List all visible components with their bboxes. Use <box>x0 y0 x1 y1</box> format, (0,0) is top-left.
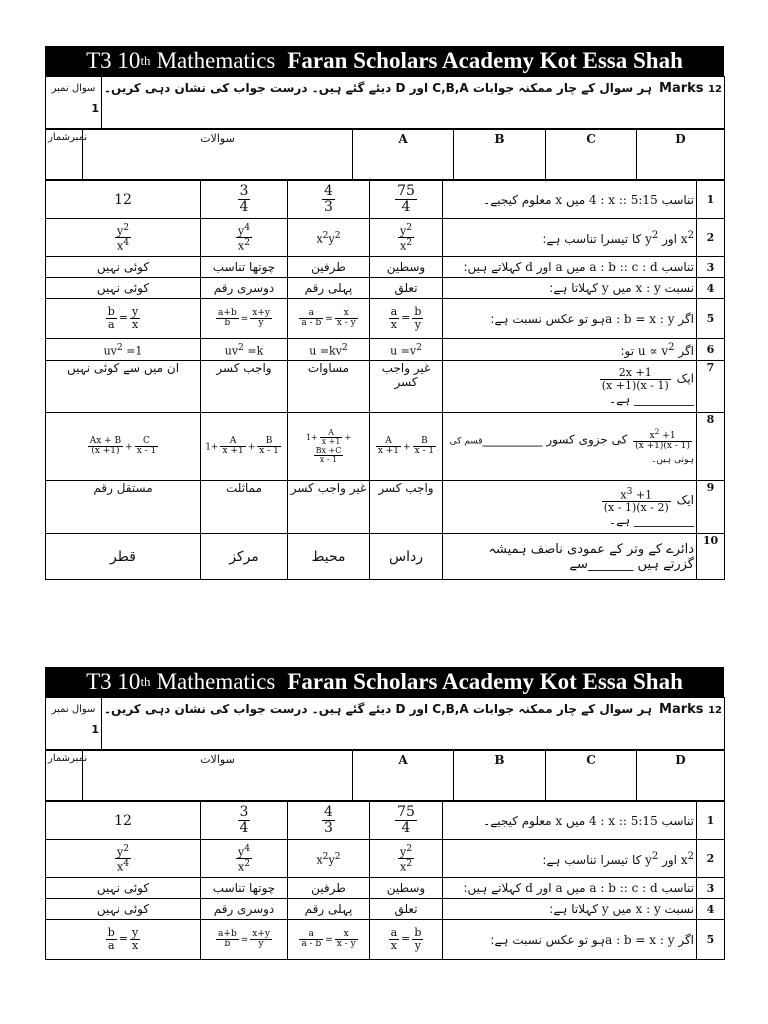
option-a: واجب کسر <box>370 481 443 534</box>
title-code: T3 10 <box>86 669 141 694</box>
instructions-cell <box>102 77 725 129</box>
question-number: 8 <box>697 413 725 481</box>
question-row <box>46 278 725 299</box>
question-text: تناسب a : b :: c : d میں a اور d کہلاتے ہیں: <box>443 257 697 278</box>
question-number: 1 <box>697 802 725 840</box>
question-row <box>46 361 725 413</box>
option-d: $\frac{Ax + B}{(x +1)}$ + $\frac{C}{x - 1}$ <box>46 413 201 481</box>
option-a: $\frac{75}{4}$ <box>370 181 443 219</box>
option-b: محیط <box>288 534 370 580</box>
col-serial: نمبرشمار <box>46 130 83 180</box>
option-a: غیر واجب کسر <box>370 361 443 413</box>
question-text: تناسب 4 : x :: 5:15 میں x معلوم کیجیے۔ <box>443 802 697 840</box>
question-row <box>46 481 725 534</box>
option-b: $\frac{4}{3}$ <box>288 181 370 219</box>
question-row <box>46 181 725 219</box>
question-number: 2 <box>697 840 725 878</box>
option-b: $x^2y^2$ <box>288 840 370 878</box>
question-text: تناسب a : b :: c : d میں a اور d کہلاتے ہیں: <box>443 878 697 899</box>
option-b: غیر واجب کسر <box>288 481 370 534</box>
col-c: C <box>546 751 637 801</box>
option-d: $\frac{y^2}{x^4}$ <box>46 219 201 257</box>
option-a: $\frac{y^2}{x^2}$ <box>370 219 443 257</box>
question-number: 9 <box>697 481 725 534</box>
question-number: 1 <box>697 181 725 219</box>
option-c: 1+ $\frac{A}{x +1}$ + $\frac{B}{x - 1}$ <box>201 413 288 481</box>
instructions-table <box>45 697 725 750</box>
title-code: T3 10 <box>86 48 141 73</box>
question-label-cell: سوال نمبر 1 <box>46 698 102 750</box>
option-d: کوئی نہیں <box>46 278 201 299</box>
question-row <box>46 299 725 339</box>
question-text: تناسب 4 : x :: 5:15 میں x معلوم کیجیے۔ <box>443 181 697 219</box>
paper-title: T3 10 th Mathematics Faran Scholars Academy Kot Essa Shah <box>45 46 724 76</box>
option-c: واجب کسر <box>201 361 288 413</box>
option-c: چوتھا تناسب <box>201 878 288 899</box>
question-text: $x^2$ اور $y^2$ کا تیسرا تناسب ہے: <box>443 219 697 257</box>
col-b: B <box>454 751 546 801</box>
question-text: $\frac{x^2 +1}{(x +1)(x - 1)}$ کی جزوی کسور __________قسم کی ہوتی ہیں۔ <box>443 413 697 481</box>
option-b: طرفین <box>288 257 370 278</box>
option-d: 12 <box>46 802 201 840</box>
question-number: 4 <box>697 899 725 920</box>
question-number: 4 <box>697 278 725 299</box>
option-c: $\frac{a+b}{b}$ = $\frac{x+y}{y}$ <box>201 920 288 960</box>
col-d: D <box>637 130 725 180</box>
option-d: 12 <box>46 181 201 219</box>
question-number: 6 <box>697 339 725 361</box>
col-b: B <box>454 130 546 180</box>
marks-label: Marks 12 <box>659 702 722 717</box>
option-b: طرفین <box>288 878 370 899</box>
question-text: نسبت x : y میں y کہلاتا ہے: <box>443 278 697 299</box>
marks-label: Marks 12 <box>659 81 722 96</box>
question-row <box>46 899 725 920</box>
question-row <box>46 257 725 278</box>
paper-bottom <box>45 667 724 960</box>
question-row <box>46 413 725 481</box>
option-d: $\frac{y^2}{x^4}$ <box>46 840 201 878</box>
column-header-table <box>45 750 725 801</box>
title-subject: Mathematics <box>156 669 276 694</box>
question-text: دائرے کے وتر کے عمودی ناصف ہمیشہ گزرتے ہیں _______سے <box>443 534 697 580</box>
option-a: وسطین <box>370 257 443 278</box>
option-a: $\frac{a}{x}$ = $\frac{b}{y}$ <box>370 299 443 339</box>
option-b: پہلی رقم <box>288 278 370 299</box>
question-number: 3 <box>697 878 725 899</box>
option-c: $\frac{3}{4}$ <box>201 181 288 219</box>
option-c: $\frac{a+b}{b}$ = $\frac{x+y}{y}$ <box>201 299 288 339</box>
option-b: $\frac{4}{3}$ <box>288 802 370 840</box>
option-a: تعلق <box>370 278 443 299</box>
option-b: $x^2y^2$ <box>288 219 370 257</box>
questions-table <box>45 801 725 960</box>
option-a: $\frac{A}{x +1}$ + $\frac{B}{x - 1}$ <box>370 413 443 481</box>
questions-table <box>45 180 725 580</box>
option-c: $uv^2 =k$ <box>201 339 288 361</box>
paper-title: T3 10 th Mathematics Faran Scholars Academy Kot Essa Shah <box>45 667 724 697</box>
title-subject: Mathematics <box>156 48 276 73</box>
option-c: $\frac{3}{4}$ <box>201 802 288 840</box>
option-d: مستقل رقم <box>46 481 201 534</box>
option-b: مساوات <box>288 361 370 413</box>
question-number: 3 <box>697 257 725 278</box>
question-text: نسبت x : y میں y کہلاتا ہے: <box>443 899 697 920</box>
option-b: $\frac{a}{a - b}$ = $\frac{x}{x - y}$ <box>288 299 370 339</box>
option-a: وسطین <box>370 878 443 899</box>
question-row <box>46 878 725 899</box>
paper-top <box>45 46 724 580</box>
col-a: A <box>353 130 454 180</box>
option-d: $\frac{b}{a}$ = $\frac{y}{x}$ <box>46 299 201 339</box>
option-c: $\frac{y^4}{x^2}$ <box>201 219 288 257</box>
option-b: $u =kv^2$ <box>288 339 370 361</box>
question-number: 10 <box>697 534 725 580</box>
col-questions: سوالات <box>83 751 353 801</box>
option-a: $\frac{75}{4}$ <box>370 802 443 840</box>
question-number: 7 <box>697 361 725 413</box>
question-row <box>46 802 725 840</box>
option-a: $u =v^2$ <box>370 339 443 361</box>
col-questions: سوالات <box>83 130 353 180</box>
col-serial: نمبرشمار <box>46 751 83 801</box>
question-text: اگر $u \propto v^2$ تو: <box>443 339 697 361</box>
option-d: کوئی نہیں <box>46 257 201 278</box>
question-number: 2 <box>697 219 725 257</box>
option-b: 1+ $\frac{A}{x +1}$ + $\frac{Bx +C}{x - 1}$ <box>288 413 370 481</box>
col-c: C <box>546 130 637 180</box>
instructions-text: ہر سوال کے چار ممکنہ جوابات C,B,A اور D دیئے گئے ہیں۔ درست جواب کی نشان دہی کریں۔ <box>104 702 652 716</box>
question-text: ایک $\frac{x^3 +1}{(x - 1)(x - 2)}$ __________ ہے۔ <box>443 481 697 534</box>
title-academy: Faran Scholars Academy Kot Essa Shah <box>287 669 683 694</box>
question-number: 5 <box>697 299 725 339</box>
option-d: کوئی نہیں <box>46 878 201 899</box>
option-a: تعلق <box>370 899 443 920</box>
question-row <box>46 219 725 257</box>
option-a: $\frac{y^2}{x^2}$ <box>370 840 443 878</box>
question-number: 5 <box>697 920 725 960</box>
question-row <box>46 840 725 878</box>
question-row <box>46 534 725 580</box>
option-d: قطر <box>46 534 201 580</box>
question-text: اگر a : b = x : yہو تو عکس نسبت ہے: <box>443 920 697 960</box>
option-c: دوسری رقم <box>201 899 288 920</box>
instructions-text: ہر سوال کے چار ممکنہ جوابات C,B,A اور D دیئے گئے ہیں۔ درست جواب کی نشان دہی کریں۔ <box>104 81 652 95</box>
option-d: کوئی نہیں <box>46 899 201 920</box>
col-d: D <box>637 751 725 801</box>
title-academy: Faran Scholars Academy Kot Essa Shah <box>287 48 683 73</box>
option-a: $\frac{a}{x}$ = $\frac{b}{y}$ <box>370 920 443 960</box>
column-header-table <box>45 129 725 180</box>
instructions-table <box>45 76 725 129</box>
question-row <box>46 339 725 361</box>
option-b: پہلی رقم <box>288 899 370 920</box>
question-text: اگر a : b = x : yہو تو عکس نسبت ہے: <box>443 299 697 339</box>
option-d: ان میں سے کوئی نہیں <box>46 361 201 413</box>
option-d: $uv^2 =1$ <box>46 339 201 361</box>
option-b: $\frac{a}{a - b}$ = $\frac{x}{x - y}$ <box>288 920 370 960</box>
question-row <box>46 920 725 960</box>
question-text: $x^2$ اور $y^2$ کا تیسرا تناسب ہے: <box>443 840 697 878</box>
option-c: مماثلت <box>201 481 288 534</box>
option-c: دوسری رقم <box>201 278 288 299</box>
option-c: مرکز <box>201 534 288 580</box>
instructions-cell <box>102 698 725 750</box>
option-a: رداس <box>370 534 443 580</box>
option-d: $\frac{b}{a}$ = $\frac{y}{x}$ <box>46 920 201 960</box>
col-a: A <box>353 751 454 801</box>
option-c: چوتھا تناسب <box>201 257 288 278</box>
question-label-cell: سوال نمبر 1 <box>46 77 102 129</box>
option-c: $\frac{y^4}{x^2}$ <box>201 840 288 878</box>
question-text: ایک $\frac{2x +1}{(x +1)(x - 1)}$ __________ ہے۔ <box>443 361 697 413</box>
